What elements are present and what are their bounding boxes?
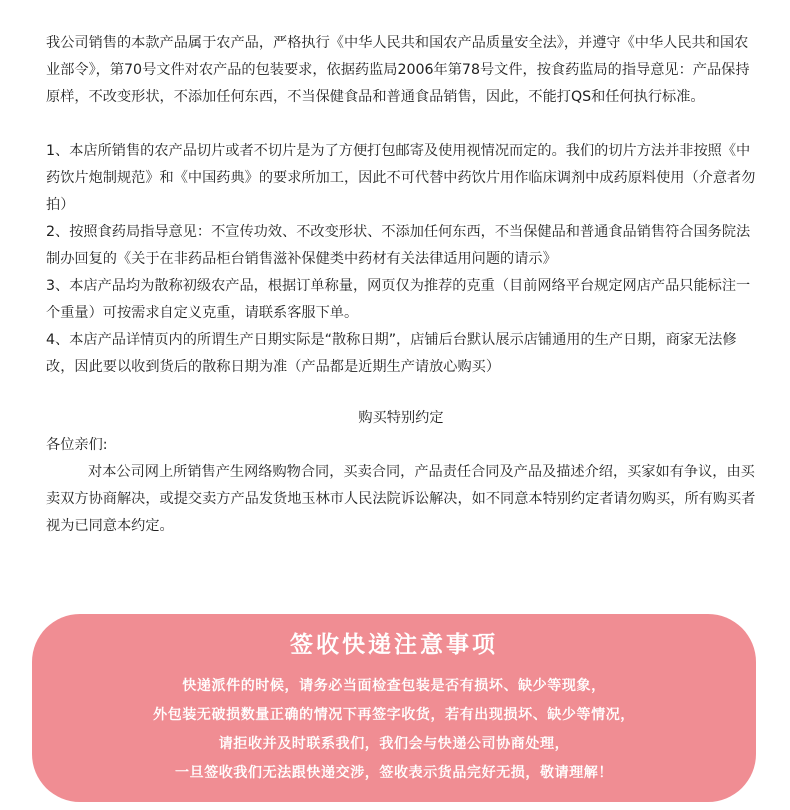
- notice-line: 快递派件的时候，请务必当面检查包装是否有损坏、缺少等现象，: [182, 678, 606, 694]
- notice-line: 一旦签收我们无法跟快递交涉，签收表示货品完好无损，敬请理解！: [175, 765, 613, 781]
- list-item-1: 1、本店所销售的农产品切片或者不切片是为了方便打包邮寄及使用视情况而定的。我们的切片方法并非按照《中药饮片炮制规范》和《中国药典》的要求所加工，因此不可代替中药饮片用作临床调剂中成药原料使用（介意者勿拍）: [46, 143, 756, 213]
- notice-line: 请拒收并及时联系我们，我们会与快递公司协商处理，: [218, 736, 570, 752]
- notice-line: 外包装无破损数量正确的情况下再签字收货，若有出现损坏、缺少等情况，: [153, 707, 635, 723]
- spacer: [46, 111, 756, 138]
- document-body: [46, 30, 756, 540]
- intro-paragraph: 我公司销售的本款产品属于农产品，严格执行《中华人民共和国农产品质量安全法》，并遵守《中华人民共和国农业部令》，第70号文件对农产品的包装要求，依据药监局2006年第78号文件，按食药监局的指导意见：产品保持原样，不改变形状，不添加任何东西，不当保健食品和普通食品销售，因此，不能打QS和任何执行标准。: [46, 35, 750, 105]
- list-item-2: 2、按照食药局指导意见：不宣传功效、不改变形状、不添加任何东西，不当保健品和普通食品销售符合国务院法制办回复的《关于在非药品柜台销售滋补保健类中药材有关法律适用问题的请示》: [46, 224, 751, 267]
- list-item-4: 4、本店产品详情页内的所谓生产日期实际是“散称日期”，店铺后台默认展示店铺通用的生产日期，商家无法修改，因此要以收到货后的散称日期为准（产品都是近期生产请放心购买）: [46, 332, 737, 375]
- agreement-greeting: 各位亲们:: [46, 437, 108, 453]
- agreement-body: 对本公司网上所销售产生网络购物合同，买卖合同，产品责任合同及产品及描述介绍，买家如有争议，由买卖双方协商解决，或提交卖方产品发货地玉林市人民法院诉讼解决，如不同意本特别约定者请勿购买，所有购买者视为已同意本约定。: [46, 464, 756, 534]
- notice-title: 签收快递注意事项: [290, 632, 498, 658]
- agreement-title: 购买特别约定: [358, 410, 444, 426]
- notice-lines: [32, 672, 756, 788]
- list-item-3: 3、本店产品均为散称初级农产品，根据订单称量，网页仅为推荐的克重（目前网络平台规定网店产品只能标注一个重量）可按需求自定义克重，请联系客服下单。: [46, 278, 751, 321]
- delivery-notice-panel: [32, 614, 756, 802]
